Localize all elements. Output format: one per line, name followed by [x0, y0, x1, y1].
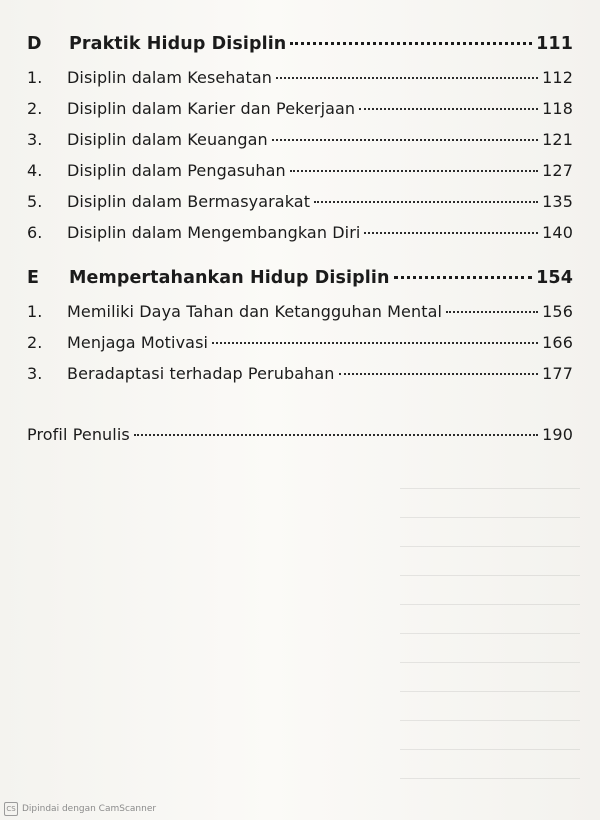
dot-leader [314, 201, 538, 203]
section-page-number: 154 [536, 268, 573, 288]
scanner-watermark [4, 802, 156, 816]
camscanner-icon: CS [4, 802, 18, 816]
item-page-number: 177 [542, 364, 573, 383]
item-title: Disiplin dalam Pengasuhan [67, 161, 286, 180]
item-number: 1. [27, 302, 43, 321]
section-spacer [27, 254, 573, 268]
item-page-number: 127 [542, 161, 573, 180]
toc-section-d[interactable] [27, 34, 573, 68]
item-number: 3. [27, 364, 43, 383]
item-title: Disiplin dalam Mengembangkan Diri [67, 223, 361, 242]
toc-item[interactable] [27, 99, 573, 130]
dot-leader [276, 77, 538, 79]
item-page-number: 118 [542, 99, 573, 118]
item-number: 1. [27, 68, 43, 87]
show-through-text [400, 460, 580, 790]
profile-title: Profil Penulis [27, 425, 130, 444]
item-page-number: 166 [542, 333, 573, 352]
toc-item[interactable] [27, 68, 573, 99]
item-title: Disiplin dalam Kesehatan [67, 68, 272, 87]
section-title: Praktik Hidup Disiplin [69, 34, 287, 54]
item-number: 4. [27, 161, 43, 180]
item-title: Menjaga Motivasi [67, 333, 209, 352]
section-title: Mempertahankan Hidup Disiplin [69, 268, 390, 288]
item-title: Disiplin dalam Bermasyarakat [67, 192, 311, 211]
item-number: 5. [27, 192, 43, 211]
toc-item[interactable] [27, 130, 573, 161]
dot-leader [394, 276, 533, 279]
section-spacer [27, 395, 573, 425]
toc-item[interactable] [27, 223, 573, 254]
profile-page-number: 190 [542, 425, 573, 444]
section-label: E [27, 268, 40, 288]
dot-leader [134, 434, 538, 436]
item-number: 3. [27, 130, 43, 149]
dot-leader [364, 232, 538, 234]
item-number: 2. [27, 333, 43, 352]
dot-leader [272, 139, 538, 141]
item-title: Memiliki Daya Tahan dan Ketangguhan Mental [67, 302, 443, 321]
toc-section-e[interactable] [27, 268, 573, 302]
item-page-number: 140 [542, 223, 573, 242]
toc-profile-entry[interactable] [27, 425, 573, 456]
dot-leader [446, 311, 538, 313]
item-number: 6. [27, 223, 43, 242]
item-title: Beradaptasi terhadap Perubahan [67, 364, 335, 383]
dot-leader [339, 373, 539, 375]
table-of-contents [27, 34, 573, 456]
toc-item[interactable] [27, 364, 573, 395]
item-page-number: 121 [542, 130, 573, 149]
section-page-number: 111 [536, 34, 573, 54]
dot-leader [290, 42, 532, 45]
item-title: Disiplin dalam Karier dan Pekerjaan [67, 99, 356, 118]
dot-leader [212, 342, 538, 344]
toc-item[interactable] [27, 333, 573, 364]
item-page-number: 156 [542, 302, 573, 321]
dot-leader [290, 170, 538, 172]
toc-item[interactable] [27, 302, 573, 333]
toc-item[interactable] [27, 161, 573, 192]
toc-item[interactable] [27, 192, 573, 223]
item-page-number: 135 [542, 192, 573, 211]
item-number: 2. [27, 99, 43, 118]
dot-leader [359, 108, 538, 110]
item-title: Disiplin dalam Keuangan [67, 130, 268, 149]
watermark-text: Dipindai dengan CamScanner [22, 804, 157, 814]
section-label: D [27, 34, 42, 54]
item-page-number: 112 [542, 68, 573, 87]
